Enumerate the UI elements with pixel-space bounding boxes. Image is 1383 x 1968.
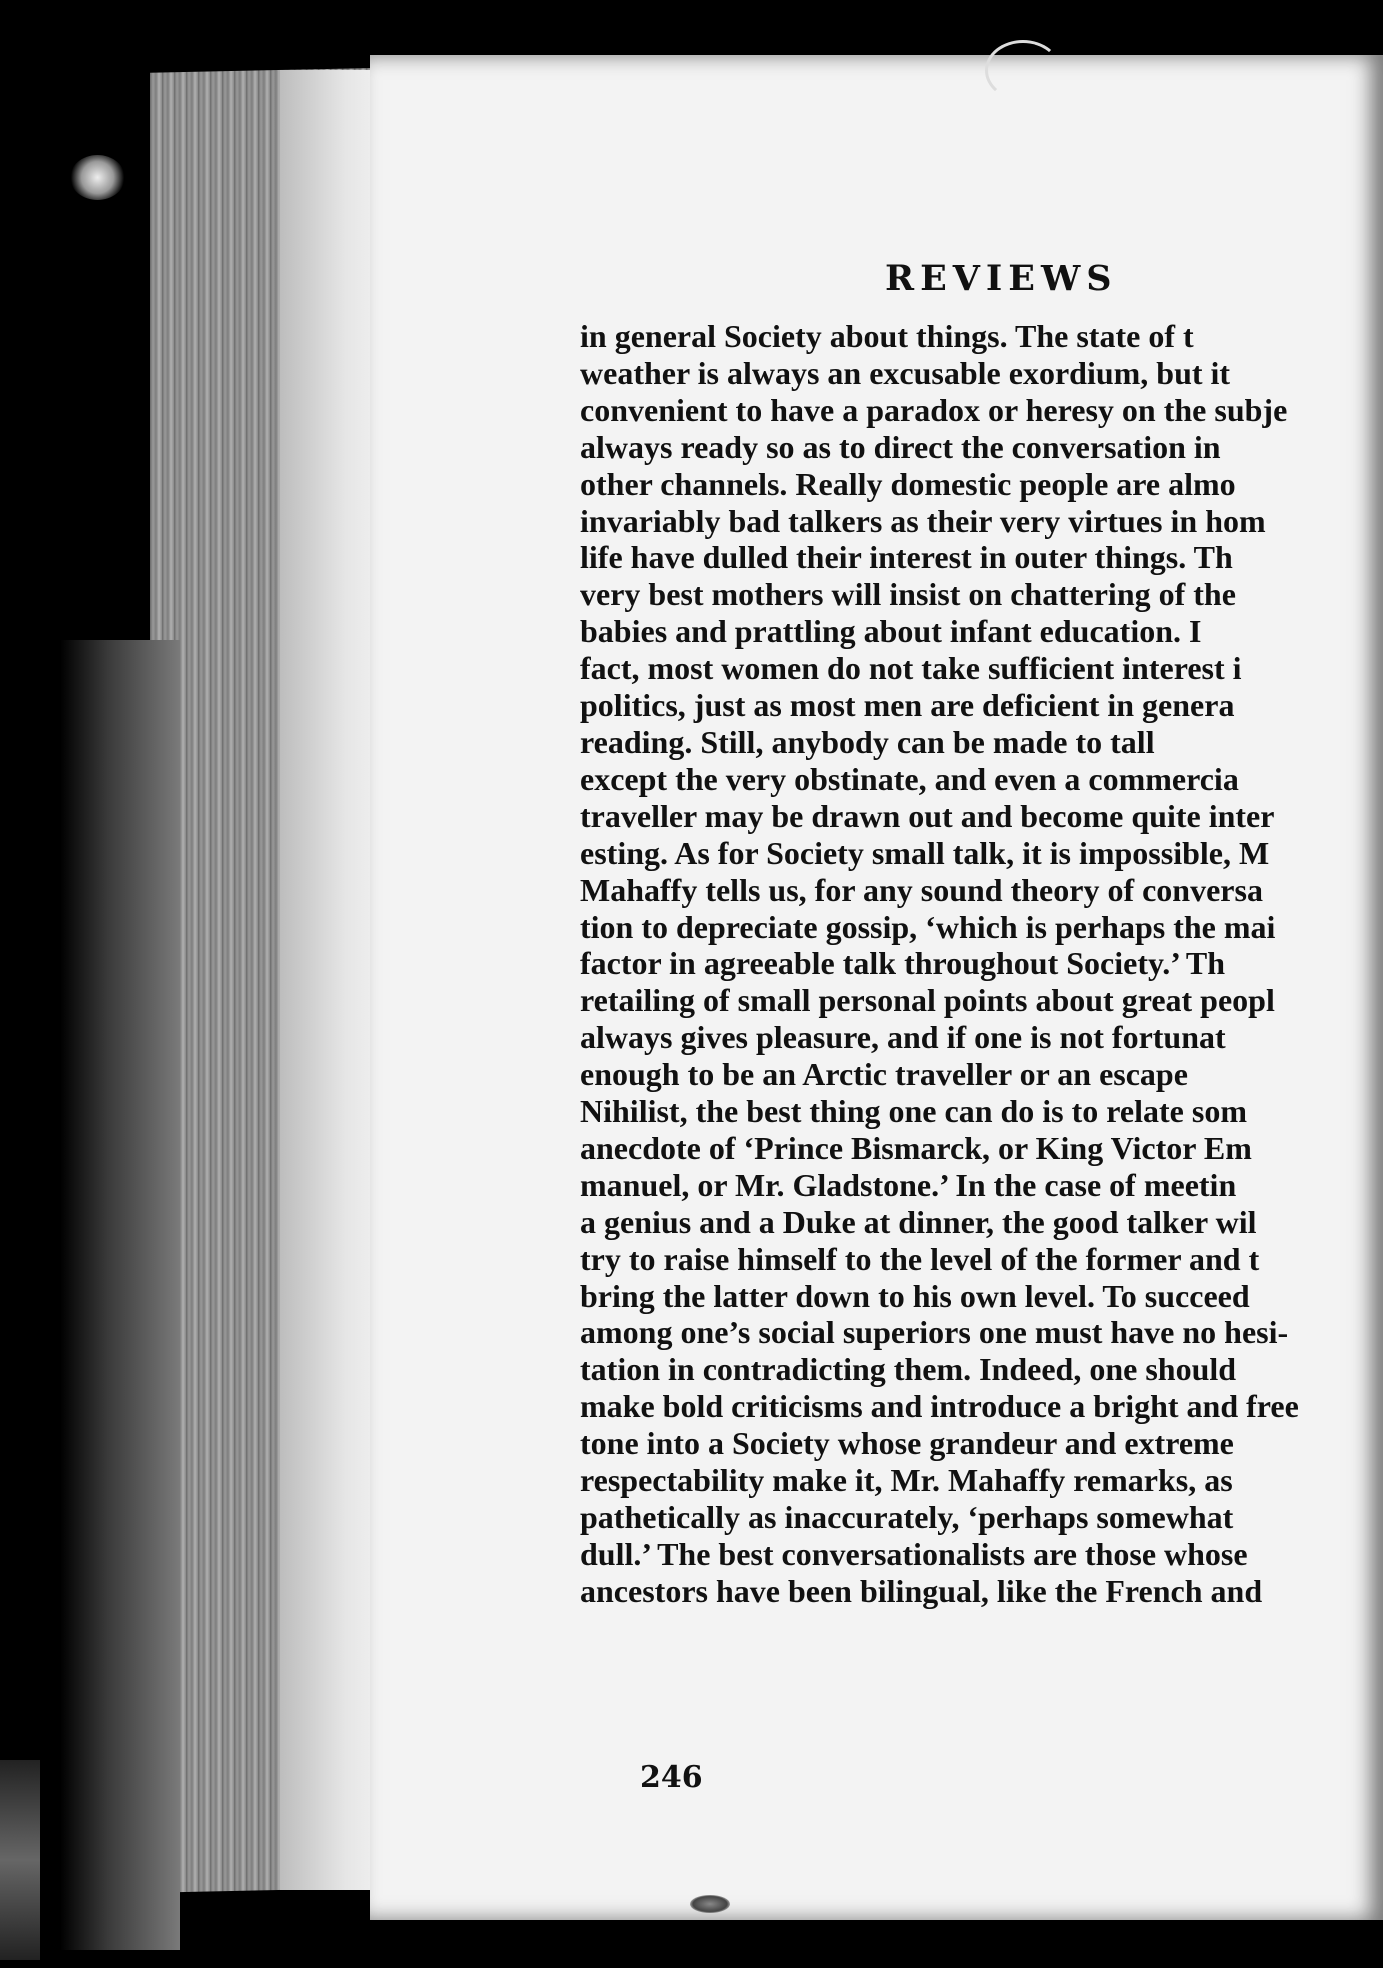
text-line: dull.’ The best conversationalists are those whose [580,1535,1248,1572]
page-number: 246 [640,1760,703,1795]
text-line: Mahaffy tells us, for any sound theory of conversa [580,871,1263,908]
scan-artifact-top [985,40,1061,101]
text-line: bring the latter down to his own level. To succeed [580,1277,1250,1314]
text-line: anecdote of ‘Prince Bismarck, or King Victor Em [580,1129,1252,1166]
text-line: very best mothers will insist on chattering of the [580,576,1236,613]
text-line: enough to be an Arctic traveller or an escape [580,1056,1188,1093]
text-line: traveller may be drawn out and become quite inter [580,797,1275,834]
scan-artifact-left [70,155,125,200]
scan-glare [0,1760,40,1960]
text-line: babies and prattling about infant education. I [580,613,1202,650]
text-line: other channels. Really domestic people are almo [580,465,1236,502]
text-line: retailing of small personal points about great peopl [580,982,1275,1019]
text-line: weather is always an excusable exordium, but it [580,354,1231,391]
text-line: respectability make it, Mr. Mahaffy remarks, as [580,1462,1233,1499]
text-line: in general Society about things. The state of t [580,318,1194,354]
text-line: always ready so as to direct the conversation in [580,428,1221,465]
scan-artifact-bottom [690,1895,730,1913]
text-line: a genius and a Duke at dinner, the good talker wil [580,1203,1257,1240]
text-line: tone into a Society whose grandeur and extreme [580,1425,1234,1462]
text-line: Nihilist, the best thing one can do is to relate som [580,1093,1247,1130]
book-edge-shadow [60,640,180,1950]
text-line: politics, just as most men are deficient in genera [580,687,1235,724]
text-line: make bold criticisms and introduce a bright and free [580,1388,1299,1425]
text-line: among one’s social superiors one must have no hesi- [580,1314,1289,1351]
text-line: fact, most women do not take sufficient interest i [580,650,1242,687]
text-line: always gives pleasure, and if one is not fortunat [580,1019,1226,1056]
text-line: esting. As for Society small talk, it is impossible, M [580,834,1270,871]
text-line: pathetically as inaccurately, ‘perhaps somewhat [580,1499,1234,1535]
text-line: tation in contradicting them. Indeed, one should [580,1351,1237,1388]
running-head: REVIEWS [885,258,1118,299]
text-line: life have dulled their interest in outer things. Th [580,539,1233,576]
body-text [580,318,1383,1610]
text-line: ancestors have been bilingual, like the French and [580,1572,1263,1609]
text-line: except the very obstinate, and even a commercia [580,760,1239,797]
text-line: convenient to have a paradox or heresy on the subje [580,391,1288,428]
text-line: reading. Still, anybody can be made to tall [580,723,1155,760]
text-line: tion to depreciate gossip, ‘which is perhaps the mai [580,908,1276,945]
text-line: invariably bad talkers as their very virtues in hom [580,502,1266,539]
text-line: try to raise himself to the level of the former and t [580,1240,1260,1277]
text-line: manuel, or Mr. Gladstone.’ In the case of meetin [580,1166,1237,1203]
text-line: factor in agreeable talk throughout Society.’ Th [580,945,1226,982]
